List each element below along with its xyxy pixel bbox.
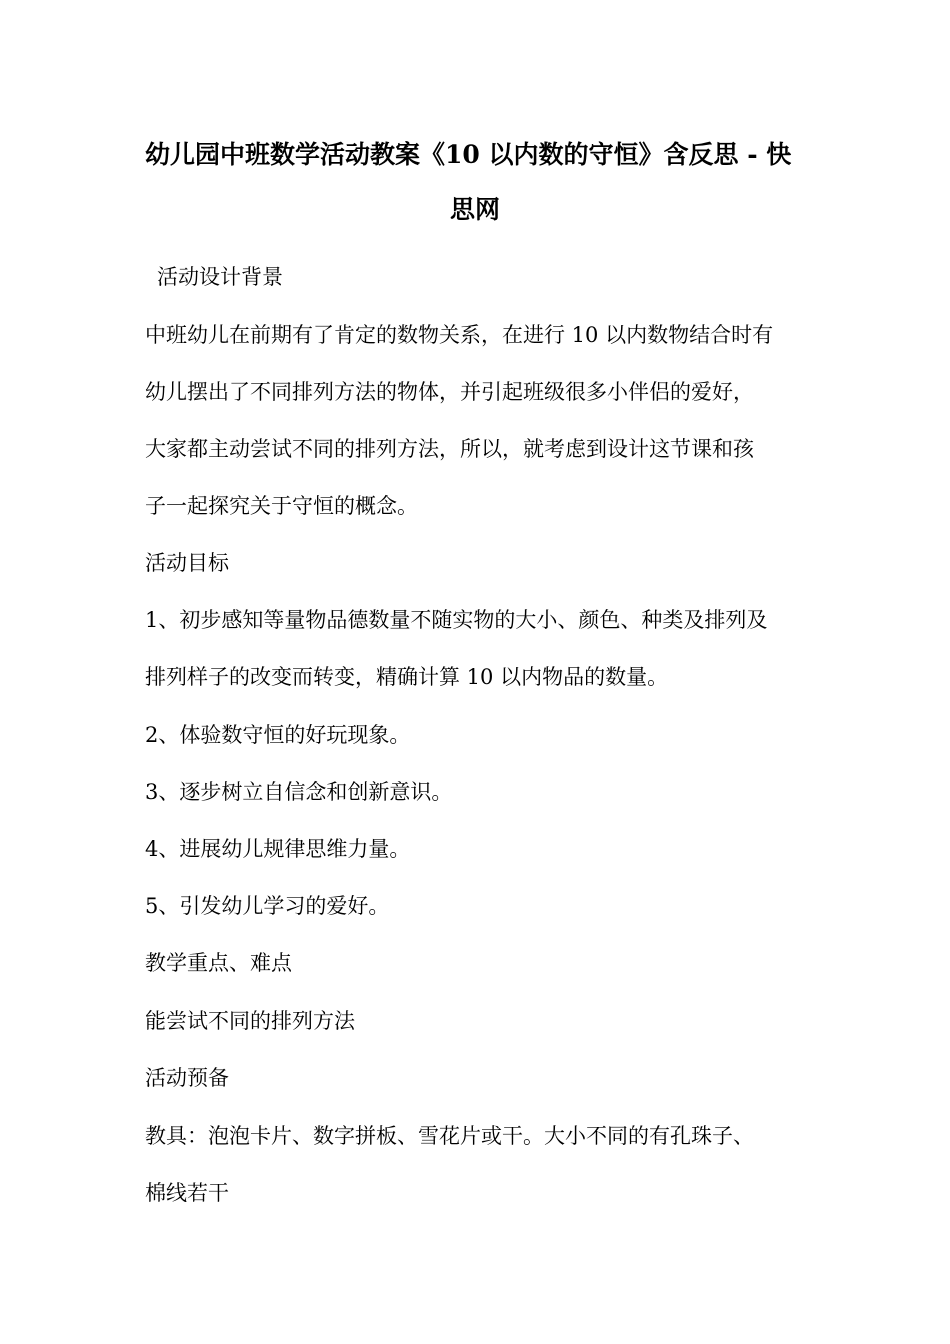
- goal-item-line: 3、逐步树立自信念和创新意识。: [145, 780, 453, 804]
- goal-item-line: 2、体验数守恒的好玩现象。: [145, 723, 411, 747]
- background-heading: 活动设计背景: [157, 265, 283, 289]
- goals-heading: 活动目标: [145, 551, 229, 575]
- background-paragraph-line: 幼儿摆出了不同排列方法的物体，并引起班级很多小伴侣的爱好，: [145, 380, 754, 404]
- background-paragraph-line: 大家都主动尝试不同的排列方法，所以，就考虑到设计这节课和孩: [145, 437, 754, 461]
- goal-item-line: 排列样子的改变而转变，精确计算 10 以内物品的数量。: [145, 665, 669, 689]
- document-title-line-2: 思网: [449, 195, 500, 224]
- key-points-heading: 教学重点、难点: [145, 951, 292, 975]
- preparation-line: 教具：泡泡卡片、数字拼板、雪花片或干。大小不同的有孔珠子、: [145, 1124, 754, 1148]
- goal-item-line: 5、引发幼儿学习的爱好。: [145, 894, 390, 918]
- goal-item-line: 4、进展幼儿规律思维力量。: [145, 837, 411, 861]
- background-paragraph-line: 子一起探究关于守恒的概念。: [145, 494, 418, 518]
- preparation-line: 棉线若干: [145, 1181, 229, 1205]
- preparation-heading: 活动预备: [145, 1066, 229, 1090]
- goal-item-line: 1、初步感知等量物品德数量不随实物的大小、颜色、种类及排列及: [145, 608, 768, 632]
- background-paragraph-line: 中班幼儿在前期有了肯定的数物关系，在进行 10 以内数物结合时有: [145, 323, 774, 347]
- key-points-line: 能尝试不同的排列方法: [145, 1009, 355, 1033]
- document-title-line-1: 幼儿园中班数学活动教案《10 以内数的守恒》含反思 - 快: [145, 140, 792, 169]
